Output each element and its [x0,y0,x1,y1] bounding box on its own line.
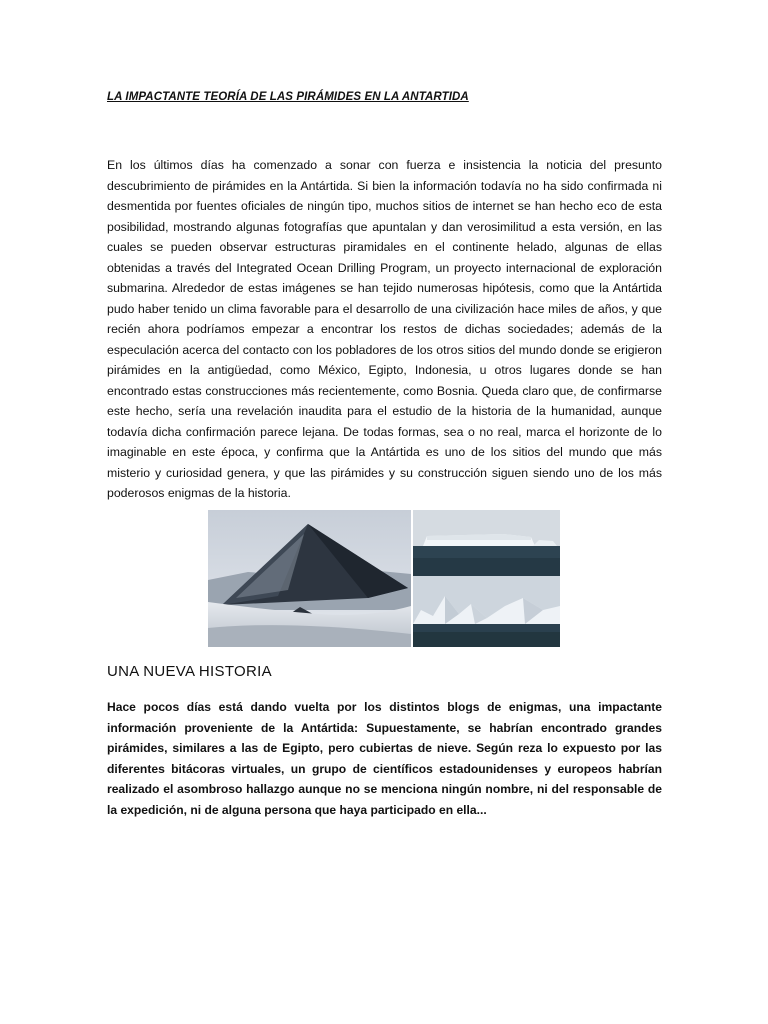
section-heading: UNA NUEVA HISTORIA [107,663,272,680]
pyramid-mountain-photo [208,510,411,647]
iceberg-photo [413,510,560,576]
document-title: LA IMPACTANTE TEORÍA DE LAS PIRÁMIDES EN LA ANTARTIDA [107,91,469,103]
pyramid-icebergs-photo [413,576,560,647]
intro-paragraph: En los últimos días ha comenzado a sonar con fuerza e insistencia la noticia del presunto descubrimiento de pirámides en la Antártida. Si bien la información todavía no ha sido confirmada ni desmentida por fuentes oficiales de ningún tipo, muchos sitios de internet se han hecho eco de esta posibilidad, mostrando algunas fotografías que apuntalan y dan verosimilitud a esta versión, en las cuales se pueden observar estructuras piramidales en el continente helado, algunas de ellas obtenidas a través del Integrated Ocean Drilling Program, un proyecto internacional de exploración submarina. Alrededor de estas imágenes se han tejido numerosas hipótesis, como que la Antártida pudo haber tenido un clima favorable para el desarrollo de una civilización hace miles de años, y que recién ahora podríamos empezar a encontrar los restos de dichas sociedades; además de la especulación acerca del contacto con los pobladores de los otros sitios del mundo donde se erigieron pirámides en la antigüedad, como México, Egipto, Indonesia, u otros lugares donde se han encontrado estas construcciones más recientemente, como Bosnia. Queda claro que, de confirmarse este hecho, sería una revelación inaudita para el estudio de la historia de la humanidad, aunque todavía dicha confirmación parece lejana. De todas formas, sea o no real, marca el horizonte de lo imaginable en este época, y confirma que la Antártida es uno de los sitios del mundo que más misterio y curiosidad genera, y que las pirámides y su construcción siguen siendo uno de los más poderosos enigmas de la historia. [107,158,662,500]
section-paragraph: Hace pocos días está dando vuelta por los distintos blogs de enigmas, una impactante información proveniente de la Antártida: Supuestamente, se habrían encontrado grandes pirámides, similares a las de Egipto, pero cubiertas de nieve. Según reza lo expuesto por las diferentes bitácoras virtuales, un grupo de científicos estadounidenses y europeos habrían realizado el asombroso hallazgo aunque no se menciona ningún nombre, ni del responsable de la expedición, ni de alguna persona que haya participado en ella... [107,700,662,817]
